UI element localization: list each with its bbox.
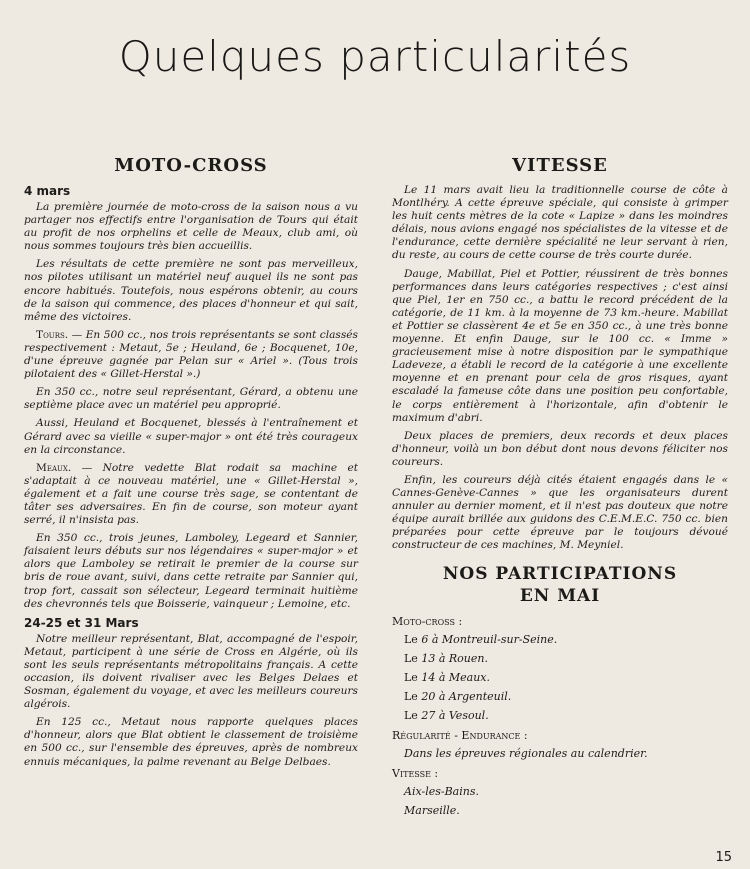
- paragraph: La première journée de moto-cross de la saison nous a vu partager nos effectifs entre l'organisation de Tours qui était au profit de nos orphelins et celle de Meaux, club ami, où nous sommes toujours très bien accueillis.: [24, 201, 358, 253]
- vitesse-column: [392, 155, 728, 820]
- regularite-list: [392, 744, 728, 763]
- paragraph: Le 11 mars avait lieu la traditionnelle course de côte à Montlhéry. A cette épreuve spéciale, qui consiste à grimper les huit cents mètres de la cote « Lapize » dans les moindres délais, nous avions engagé nos spécialistes de la vitesse et de l'endurance, cette dernière spécialité ne leur servant à rien, du reste, au cours de cette course de très courte durée.: [392, 184, 728, 262]
- list-item: Le 14 à Meaux.: [404, 670, 490, 684]
- tours-text: — En 500 cc., nos trois représentants se sont classés respectivement : Metaut, 5e ; Heuland, 6e ; Bocquenet, 10e, d'une épreuve gagnée par Pelan sur « Ariel ». (Tous trois pilotaient des « Gillet-Herstal ».): [24, 328, 358, 381]
- list-item: Le 6 à Montreuil-sur-Seine.: [404, 632, 558, 646]
- paragraph: Deux places de premiers, deux records et deux places d'honneur, voilà un bon début dont nous devons féliciter nos coureurs.: [392, 429, 728, 468]
- page-number: 15: [715, 850, 732, 865]
- paragraph: En 350 cc., notre seul représentant, Gérard, a obtenu une septième place avec un matériel peu approprié.: [24, 386, 358, 412]
- date-heading-2: 24-25 et 31 Mars: [24, 615, 139, 630]
- list-item: Le 20 à Argenteuil.: [404, 689, 512, 703]
- participations-heading-line-1: NOS PARTICIPATIONS: [442, 563, 678, 584]
- list-item: Le 13 à Rouen.: [404, 651, 488, 665]
- participations-heading: [392, 563, 728, 607]
- paragraph: Notre meilleur représentant, Blat, accompagné de l'espoir, Metaut, participent à une série de Cross en Algérie, où ils sont les seuls représentants métropolitains français. A cette occasion, ils doivent rivaliser avec les Belges Delaes et Sosman, également du voyage, et avec les meilleurs coureurs algérois.: [24, 632, 358, 711]
- paragraph: Dauge, Mabillat, Piel et Pottier, réussirent de très bonnes performances dans leurs catégories respectives ; c'est ainsi que Piel, 1er en 750 cc., a battu le record précédent de la catégorie, de 11 km. à la moyenne de 73 km.-heure. Mabillat et Pottier se classèrent 4e et 5e en 350 cc., à une très bonne moyenne. Et enfin Dauge, sur le 100 cc. « Imme » gracieusement mise à notre disposition par le sympathique Ladeveze, a établi le record de la catégorie à une excellente moyenne et en prenant pour cela de gros risques, ayant escaladé la fameuse côte dans une position peu confortable, le corps entièrement à l'horizontale, afin d'obtenir le maximum d'abri.: [392, 267, 728, 424]
- date-heading-1: 4 mars: [24, 184, 71, 198]
- paragraph: En 125 cc., Metaut nous rapporte quelques places d'honneur, alors que Blat obtient le classement de troisième en 500 cc., sur l'ensemble des épreuves, après de nombreux ennuis mécaniques, la palme revenant au Belge Delbaes.: [24, 716, 358, 768]
- moto-cross-list: [392, 630, 728, 725]
- tours-label: Tours.: [36, 328, 69, 341]
- list-item: Le 27 à Vesoul.: [404, 708, 489, 722]
- list-item: Marseille.: [404, 803, 460, 817]
- vitesse-list: [392, 782, 728, 820]
- meaux-label: Meaux.: [36, 461, 72, 474]
- moto-cross-label: Moto-cross :: [392, 614, 463, 628]
- meaux-text: — Notre vedette Blat rodait sa machine et s'adaptait à ce nouveau matériel, une « Gillet-Herstal », également et a fait une course très sage, se contentant de tâter ses adversaires. En fin de course, son moteur ayant serré, il n'insista pas.: [24, 461, 358, 527]
- paragraph: Aussi, Heuland et Bocquenet, blessés à l'entraînement et Gérard avec sa vieille « super-major » ont été très courageux en la circonstance.: [24, 417, 358, 456]
- paragraph: Enfin, les coureurs déjà cités étaient engagés dans le « Cannes-Genève-Cannes » que les organisateurs durent annuler au dernier moment, et il n'est pas douteux que notre équipe aurait brillée aux guidons des C.E.M.E.C. 750 cc. bien préparées pour cette épreuve par le toujours dévoué constructeur de ces machines, M. Meyniel.: [392, 473, 728, 552]
- participations-heading-line-2: EN MAI: [519, 585, 601, 606]
- vitesse-heading: VITESSE: [512, 155, 608, 176]
- paragraph-meaux: [24, 462, 358, 527]
- page-title: Quelques particularités: [118, 32, 632, 81]
- paragraph-tours: [24, 329, 358, 381]
- paragraph: En 350 cc., trois jeunes, Lamboley, Legeard et Sannier, faisaient leurs débuts sur nos légendaires « super-major » et alors que Lamboley se retirait le premier de la course sur bris de roue avant, suivi, dans cette retraite par Sannier qui, trop fort, cassait son sélecteur, Legeard terminait huitième des chevronnés tels que Boisserie, vainqueur ; Lemoine, etc.: [24, 532, 358, 610]
- list-item: Aix-les-Bains.: [404, 784, 479, 798]
- vitesse-label: Vitesse :: [392, 766, 439, 780]
- paragraph: Les résultats de cette première ne sont pas merveilleux, nos pilotes utilisant un matériel neuf auquel ils ne sont pas encore habitués. Toutefois, nous espérons obtenir, au cours de la saison qui commence, des places d'honneur et qui sait, même des victoires.: [24, 258, 358, 323]
- moto-cross-column: [24, 155, 358, 774]
- list-item: Dans les épreuves régionales au calendrier.: [404, 746, 648, 760]
- regularite-label: Régularité - Endurance :: [392, 728, 528, 742]
- moto-cross-heading: MOTO-CROSS: [114, 155, 268, 176]
